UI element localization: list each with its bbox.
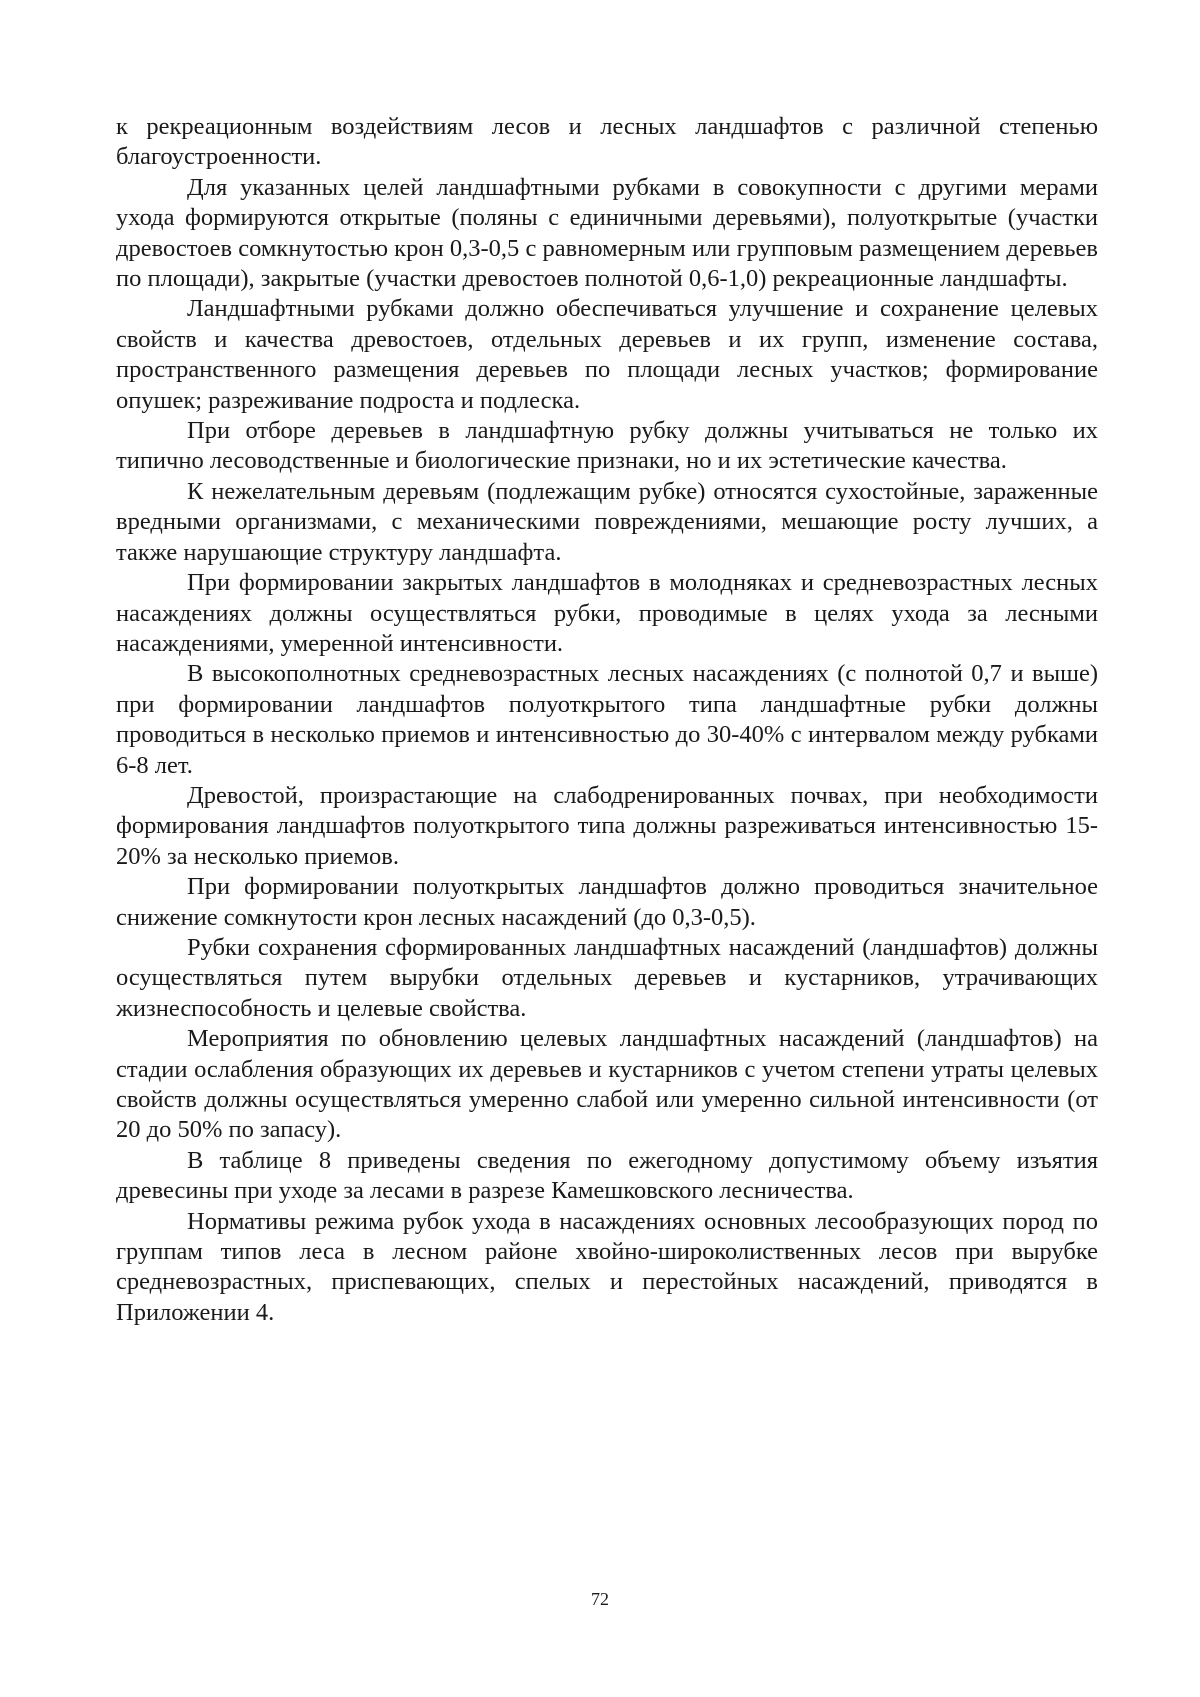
- paragraph-continuation: к рекреационным воздействиям лесов и лесных ландшафтов с различной степенью благоустроенности.: [116, 113, 1098, 171]
- paragraph: В высокополнотных средневозрастных лесных насаждениях (с полнотой 0,7 и выше) при формировании ландшафтов полуоткрытого типа ландшафтные рубки должны проводиться в несколько приемов и интенсивностью до 30-40% с интервалом между рубками 6-8 лет.: [116, 660, 1098, 779]
- paragraph: При отборе деревьев в ландшафтную рубку должны учитываться не только их типично лесоводственные и биологические признаки, но и их эстетические качества.: [116, 417, 1098, 475]
- paragraph: Для указанных целей ландшафтными рубками в совокупности с другими мерами ухода формируются открытые (поляны с единичными деревьями), полуоткрытые (участки древостоев сомкнутостью крон 0,3-0,5 с равномерным или групповым размещением деревьев по площади), закрытые (участки древостоев полнотой 0,6-1,0) рекреационные ландшафты.: [116, 173, 1098, 293]
- body-text: [116, 112, 1098, 1328]
- paragraph: К нежелательным деревьям (подлежащим рубке) относятся сухостойные, зараженные вредными организмами, с механическими повреждениями, мешающие росту лучших, а также нарушающие структуру ландшафта.: [116, 477, 1098, 566]
- page-number: 72: [591, 1589, 609, 1609]
- paragraph: Рубки сохранения сформированных ландшафтных насаждений (ландшафтов) должны осуществляться путем вырубки отдельных деревьев и кустарников, утрачивающих жизнеспособность и целевые свойства.: [116, 933, 1098, 1022]
- paragraph: Ландшафтными рубками должно обеспечиваться улучшение и сохранение целевых свойств и качества древостоев, отдельных деревьев и их групп, изменение состава, пространственного размещения деревьев по площади лесных участков; формирование опушек; разреживание подроста и подлеска.: [116, 295, 1098, 414]
- paragraph: При формировании полуоткрытых ландшафтов должно проводиться значительное снижение сомкнутости крон лесных насаждений (до 0,3-0,5).: [116, 873, 1098, 931]
- paragraph: При формировании закрытых ландшафтов в молодняках и средневозрастных лесных насаждениях должны осуществляться рубки, проводимые в целях ухода за лесными насаждениями, умеренной интенсивности.: [116, 569, 1098, 657]
- paragraph: Мероприятия по обновлению целевых ландшафтных насаждений (ландшафтов) на стадии ослабления образующих их деревьев и кустарников с учетом степени утраты целевых свойств должны осуществляться умеренно слабой или умеренно сильной интенсивности (от 20 до 50% по запасу).: [116, 1025, 1098, 1144]
- paragraph: Нормативы режима рубок ухода в насаждениях основных лесообразующих пород по группам типов леса в лесном районе хвойно-широколиственных лесов при вырубке средневозрастных, приспевающих, спелых и перестойных насаждений, приводятся в Приложении 4.: [116, 1207, 1098, 1326]
- paragraph: Древостой, произрастающие на слабодренированных почвах, при необходимости формирования ландшафтов полуоткрытого типа должны разреживаться интенсивностью 15-20% за несколько приемов.: [116, 781, 1098, 870]
- paragraph: В таблице 8 приведены сведения по ежегодному допустимому объему изъятия древесины при уходе за лесами в разрезе Камешковского лесничества.: [116, 1146, 1098, 1205]
